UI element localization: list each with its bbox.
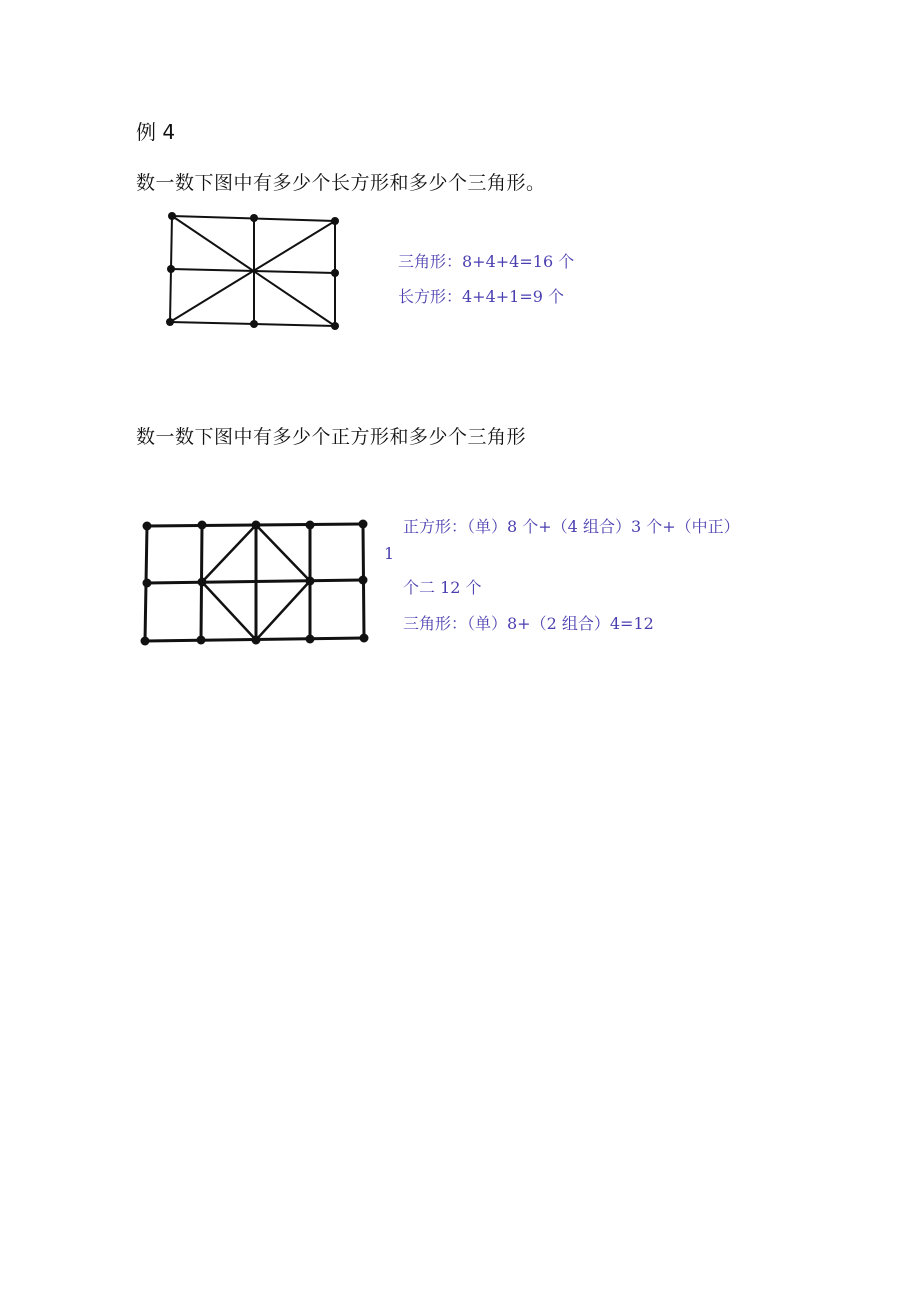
edge (256, 581, 310, 640)
vertex-dot (250, 320, 258, 328)
problem2-question: 数一数下图中有多少个正方形和多少个三角形 (136, 426, 527, 448)
vertex-dot (331, 269, 339, 277)
vertex-dot (306, 577, 315, 586)
vertex-dot (359, 576, 368, 585)
square-grid-diagram (136, 514, 376, 650)
vertex-dot (143, 522, 152, 531)
problem2-triangle-answer: 三角形：（单）8+（2 组合）4=12 (403, 614, 654, 633)
vertex-dot (250, 214, 258, 222)
vertex-dot (143, 579, 152, 588)
vertex-dot (252, 636, 261, 645)
vertex-dot (197, 636, 206, 645)
problem2-square-answer-marker: 1 (384, 544, 395, 563)
vertex-dot (198, 578, 207, 587)
vertex-dot (359, 520, 368, 529)
edge (256, 525, 310, 581)
vertex-dot (331, 217, 339, 225)
problem2-square-answer-line2: 个二 12 个 (403, 578, 482, 597)
rectangle-diagram (160, 206, 350, 338)
vertex-dot (166, 318, 174, 326)
edge (202, 525, 256, 582)
problem2-square-answer-line1: 正方形：（单）8 个+（4 组合）3 个+（中正） (403, 517, 740, 536)
example-heading: 例 4 (136, 120, 176, 144)
vertex-dot (168, 212, 176, 220)
vertex-dot (360, 634, 369, 643)
vertex-dot (306, 635, 315, 644)
vertex-dot (198, 521, 207, 530)
problem1-triangle-answer: 三角形：8+4+4=16 个 (398, 252, 575, 271)
edge (202, 582, 256, 640)
vertex-dot (167, 265, 175, 273)
vertex-dot (252, 521, 261, 530)
vertex-dot (331, 322, 339, 330)
problem1-rectangle-answer: 长方形：4+4+1=9 个 (398, 287, 565, 306)
vertex-dot (306, 521, 315, 530)
problem1-question: 数一数下图中有多少个长方形和多少个三角形。 (136, 172, 546, 194)
vertex-dot (141, 637, 150, 646)
